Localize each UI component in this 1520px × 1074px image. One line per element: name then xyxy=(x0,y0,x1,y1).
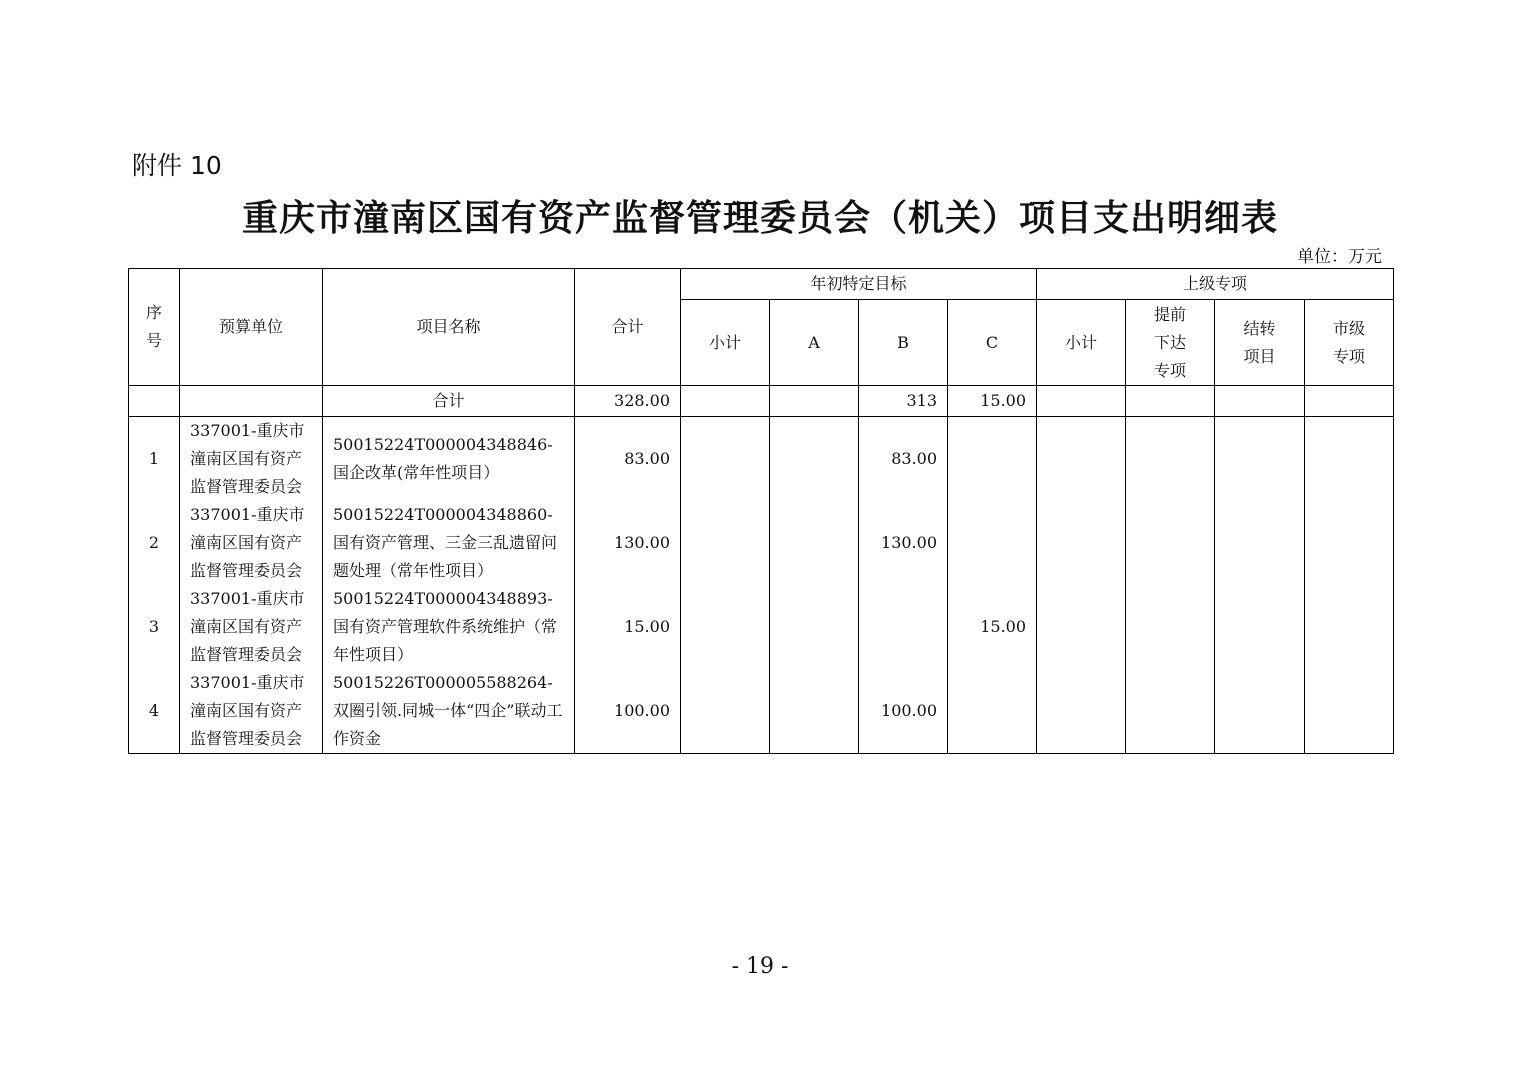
row-city xyxy=(1305,585,1394,669)
row-year-subtotal xyxy=(681,669,770,754)
row-b: 83.00 xyxy=(859,417,948,502)
table-row xyxy=(129,585,1394,669)
row-advance xyxy=(1126,669,1215,754)
total-city xyxy=(1305,386,1394,417)
total-label: 合计 xyxy=(323,386,575,417)
row-carryover xyxy=(1215,417,1305,502)
row-a xyxy=(770,501,859,585)
row-c xyxy=(948,669,1037,754)
total-seq xyxy=(129,386,180,417)
header-a: A xyxy=(770,300,859,386)
row-b: 130.00 xyxy=(859,501,948,585)
table-row xyxy=(129,501,1394,585)
row-budget-unit: 337001-重庆市潼南区国有资产监督管理委员会 xyxy=(180,669,323,754)
row-total: 100.00 xyxy=(575,669,681,754)
header-b: B xyxy=(859,300,948,386)
row-city xyxy=(1305,669,1394,754)
header-upper-subtotal: 小计 xyxy=(1037,300,1126,386)
header-project-name: 项目名称 xyxy=(323,269,575,386)
row-carryover xyxy=(1215,501,1305,585)
header-seq: 序 号 xyxy=(129,269,180,386)
header-group-upper-special: 上级专项 xyxy=(1037,269,1394,300)
row-upper-subtotal xyxy=(1037,501,1126,585)
row-year-subtotal xyxy=(681,501,770,585)
row-total: 15.00 xyxy=(575,585,681,669)
total-unit xyxy=(180,386,323,417)
total-year-subtotal xyxy=(681,386,770,417)
expense-table xyxy=(128,268,1394,754)
total-c: 15.00 xyxy=(948,386,1037,417)
row-a xyxy=(770,417,859,502)
header-c: C xyxy=(948,300,1037,386)
row-total: 130.00 xyxy=(575,501,681,585)
row-advance xyxy=(1126,585,1215,669)
total-amount: 328.00 xyxy=(575,386,681,417)
row-advance xyxy=(1126,417,1215,502)
row-seq: 1 xyxy=(129,417,180,502)
row-project-name: 50015224T000004348860-国有资产管理、三金三乱遗留问题处理（常年性项目） xyxy=(323,501,575,585)
row-budget-unit: 337001-重庆市潼南区国有资产监督管理委员会 xyxy=(180,501,323,585)
row-seq: 3 xyxy=(129,585,180,669)
row-b: 100.00 xyxy=(859,669,948,754)
row-carryover xyxy=(1215,585,1305,669)
row-b xyxy=(859,585,948,669)
header-total: 合计 xyxy=(575,269,681,386)
row-c: 15.00 xyxy=(948,585,1037,669)
row-total: 83.00 xyxy=(575,417,681,502)
row-budget-unit: 337001-重庆市潼南区国有资产监督管理委员会 xyxy=(180,417,323,502)
total-upper-subtotal xyxy=(1037,386,1126,417)
row-city xyxy=(1305,417,1394,502)
row-upper-subtotal xyxy=(1037,669,1126,754)
row-project-name: 50015224T000004348893-国有资产管理软件系统维护（常年性项目） xyxy=(323,585,575,669)
table-row xyxy=(129,669,1394,754)
table-row xyxy=(129,417,1394,502)
row-upper-subtotal xyxy=(1037,585,1126,669)
row-seq: 2 xyxy=(129,501,180,585)
row-project-name: 50015224T000004348846-国企改革(常年性项目） xyxy=(323,417,575,502)
header-city-special: 市级 专项 xyxy=(1305,300,1394,386)
unit-label: 单位：万元 xyxy=(1297,247,1382,267)
row-advance xyxy=(1126,501,1215,585)
total-row xyxy=(129,386,1394,417)
row-a xyxy=(770,585,859,669)
header-year-subtotal: 小计 xyxy=(681,300,770,386)
header-budget-unit: 预算单位 xyxy=(180,269,323,386)
row-city xyxy=(1305,501,1394,585)
row-c xyxy=(948,417,1037,502)
row-carryover xyxy=(1215,669,1305,754)
header-group-year-target: 年初特定目标 xyxy=(681,269,1037,300)
row-a xyxy=(770,669,859,754)
total-a xyxy=(770,386,859,417)
page-number: - 19 - xyxy=(731,954,789,979)
row-c xyxy=(948,501,1037,585)
total-b: 313 xyxy=(859,386,948,417)
page-title: 重庆市潼南区国有资产监督管理委员会（机关）项目支出明细表 xyxy=(241,197,1278,239)
header-carryover: 结转 项目 xyxy=(1215,300,1305,386)
row-seq: 4 xyxy=(129,669,180,754)
row-year-subtotal xyxy=(681,585,770,669)
total-advance xyxy=(1126,386,1215,417)
total-carryover xyxy=(1215,386,1305,417)
row-year-subtotal xyxy=(681,417,770,502)
row-budget-unit: 337001-重庆市潼南区国有资产监督管理委员会 xyxy=(180,585,323,669)
header-advance-special: 提前 下达 专项 xyxy=(1126,300,1215,386)
row-upper-subtotal xyxy=(1037,417,1126,502)
row-project-name: 50015226T000005588264-双圈引领.同城一体“四企”联动工作资金 xyxy=(323,669,575,754)
attachment-label: 附件 10 xyxy=(132,151,222,180)
